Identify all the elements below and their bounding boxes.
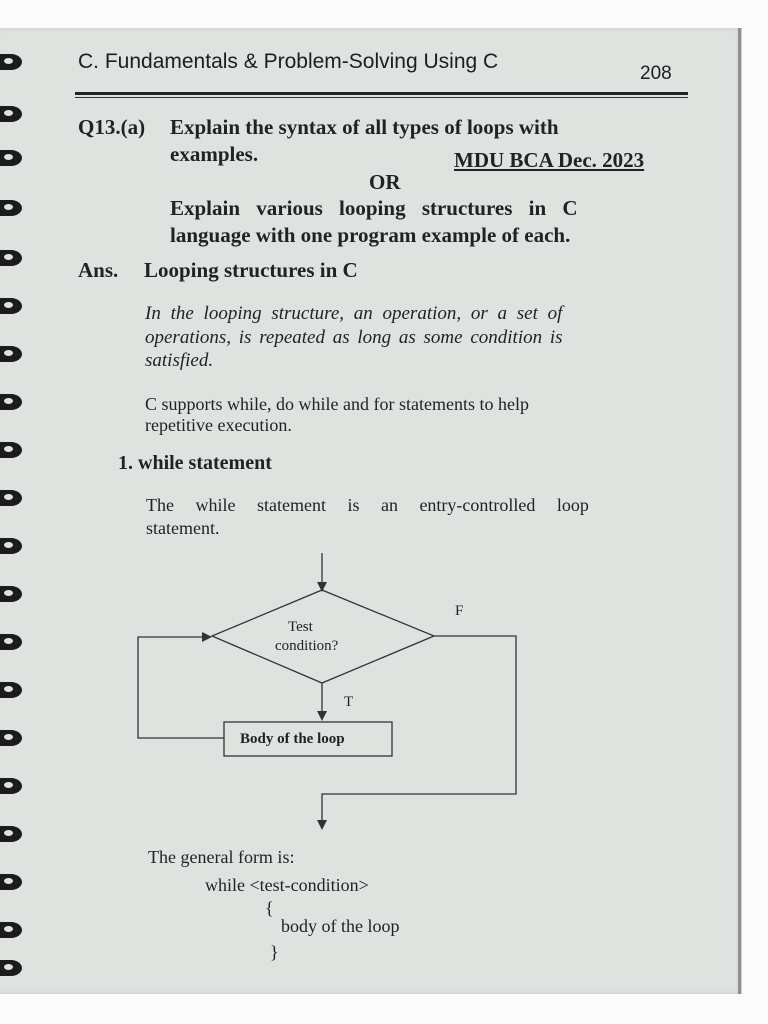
section-desc-line-1: The while statement is an entry-controlled loop [146,495,589,515]
general-form-line-4: } [270,942,279,962]
page-number: 208 [640,63,672,84]
answer-heading: Looping structures in C [144,258,358,282]
loop-body-label: Body of the loop [240,731,345,747]
loop-back-line [138,637,224,738]
support-line-1: C supports while, do while and for statements to help [145,394,529,414]
decision-diamond [212,590,434,683]
definition-line-2: operations, is repeated as long as some condition is [145,327,563,348]
condition-label-line-2: condition? [275,638,339,654]
support-line-2: repetitive execution. [145,415,292,435]
loop-back-arrowhead [202,632,212,642]
general-form-intro: The general form is: [148,847,295,867]
section-heading: 1. while statement [118,452,272,474]
true-label: T [344,694,354,710]
question-number: Q13.(a) [78,115,146,139]
true-arrowhead [317,711,327,721]
general-form-line-3: body of the loop [281,916,400,936]
or-divider: OR [369,170,401,194]
answer-label: Ans. [78,258,119,282]
false-exit-line [322,636,516,822]
running-header: C. Fundamentals & Problem-Solving Using C [78,50,499,73]
entry-arrowhead [317,582,327,592]
false-label: F [455,603,464,619]
exit-arrowhead [317,820,327,830]
definition-line-1: In the looping structure, an operation, or a set of [145,303,563,324]
general-form-line-1: while <test-condition> [205,875,369,895]
definition-line-3: satisfied. [145,350,214,371]
question-source: MDU BCA Dec. 2023 [454,148,645,172]
alt-question-line-1: Explain various looping structures in C [170,196,578,220]
question-line-1: Explain the syntax of all types of loops with [170,115,559,139]
section-desc-line-2: statement. [146,518,220,538]
general-form-line-2: { [265,898,274,918]
question-line-2: examples. [170,142,259,166]
condition-label-line-1: Test [288,619,313,635]
alt-question-line-2: language with one program example of each. [170,223,571,247]
